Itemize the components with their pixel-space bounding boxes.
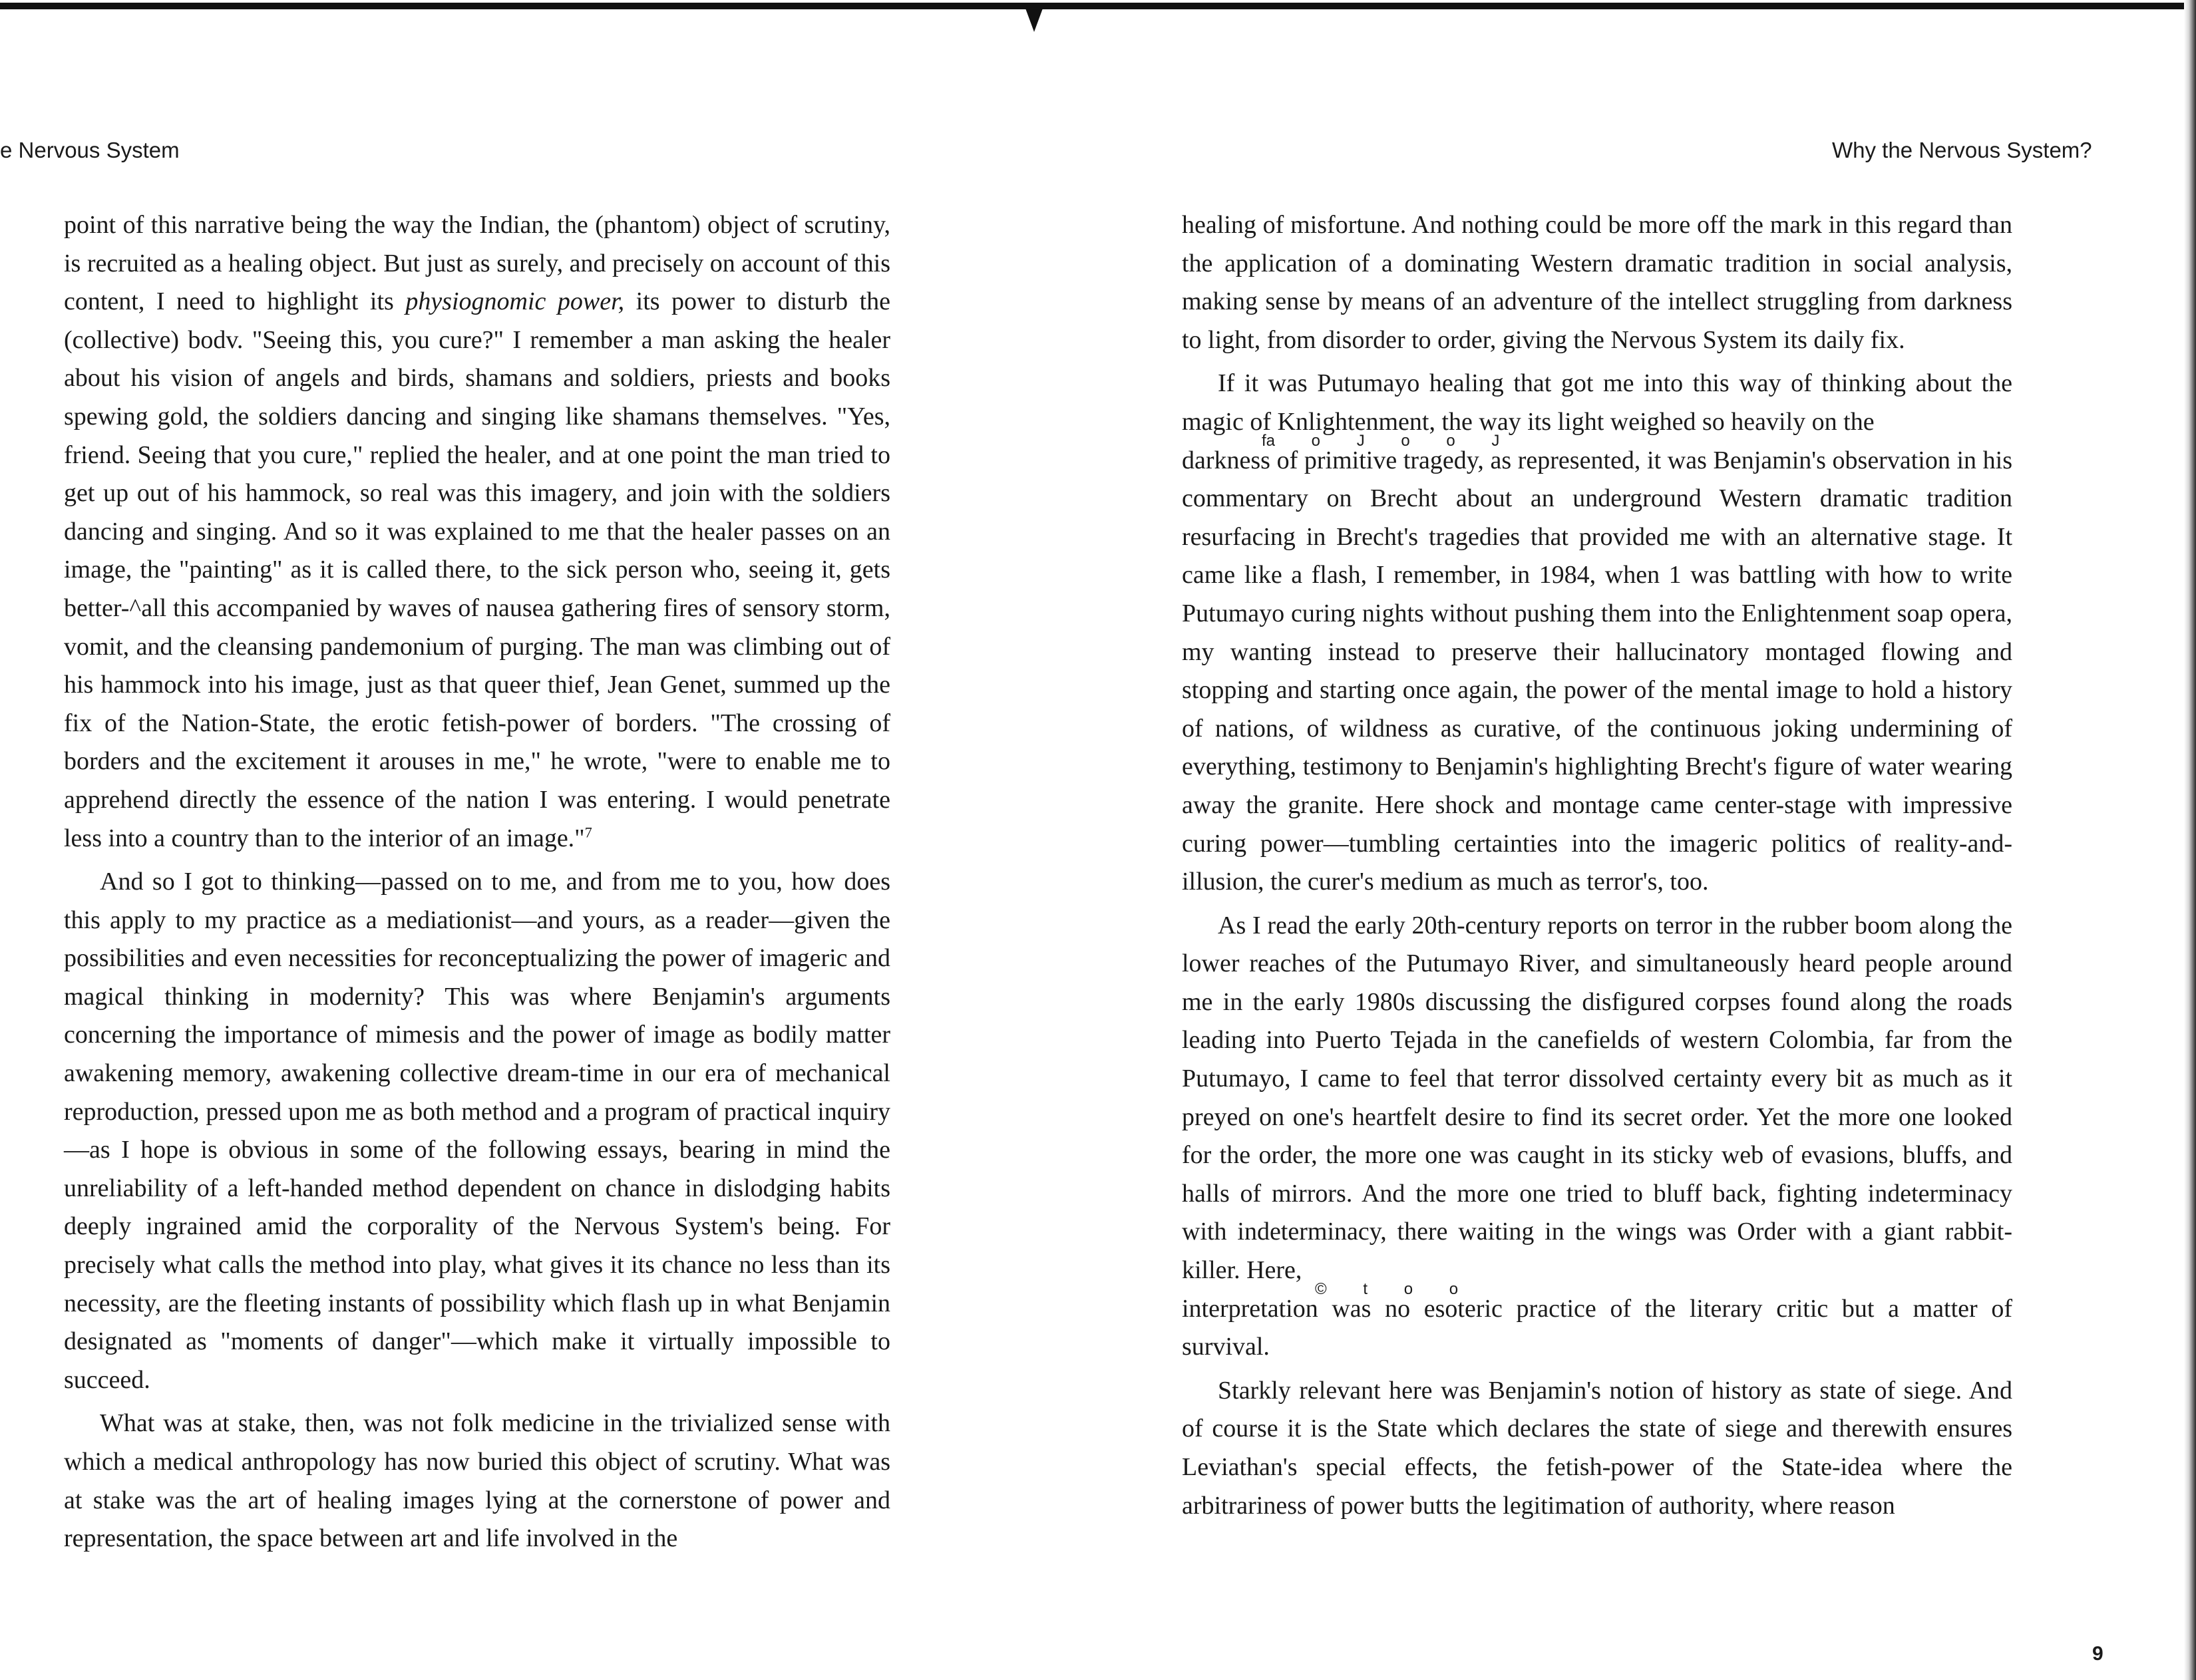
footnote-ref: 7 xyxy=(584,823,592,840)
paragraph xyxy=(1182,907,2012,1367)
text-run: its power to disturb the (collective) bodv. "Seeing this, you cure?" I remember a man asking the healer about his vision of angels and birds, shamans and soldiers, priests and books spewing gold, the soldiers dancing and singing like shamans themselves. "Yes, friend. Seeing that you cure," replied the healer, and at one point the man tried to get up out of his hammock, so real was this imagery, and join with the soldiers dancing and singing. And so it was explained to me that the healer passes on an image, the "painting" as it is called there, to the sick person who, seeing it, gets better-^all this accompanied by waves of nausea gathering fires of sensory storm, vomit, and the cleansing pandemonium of purging. The man was climbing out of his hammock into his image, just as that queer thief, Jean Genet, summed up the fix of the Nation-State, the erotic fetish-power of borders. "The crossing of borders and the excitement it arouses in me," he wrote, "were to enable me to apprehend directly the essence of the nation I was entering. I would penetrate less into a country than to the interior of an image." xyxy=(64,287,891,852)
stray-scan-marks: fa o J o o J xyxy=(1262,431,1500,450)
text-run: As I read the early 20th-century reports on terror in the rubber boom along the lower reaches of the Putumayo River, and simultaneously heard people around me in the early 1980s discussing the disfigured corpses found along the roads leading into Puerto Tejada in the canefields of western Colombia, far from the Putumayo, I came to feel that terror dissolved certainty every bit as much as it preyed on one's heartfelt desire to find its secret order. Yet the more one looked for the order, the more one was caught in its sticky web of evasions, bluffs, and halls of mirrors. And the more one tried to bluff back, fighting indeterminacy with indeterminacy, there waiting in the wings was Order with a giant rabbit-killer. Here, xyxy=(1182,911,2012,1285)
stray-scan-marks: © t o o xyxy=(1315,1279,1459,1298)
left-page-text xyxy=(64,206,890,1564)
page-number: 9 xyxy=(2092,1643,2104,1665)
text-run: darkness of primitive tragedy, as represented, it was Benjamin's observation in his commentary on Brecht about an underground Western dramatic tradition resurfacing in Brecht's tragedies that provided me with an alternative stage. It came like a flash, I remember, in 1984, when 1 was battling with how to write Putumayo curing nights without pushing them into the Enlightenment soap opera, my wanting instead to preserve their hallucinatory montaged flowing and stopping and starting once again, the power of the mental image to hold a history of nations, of wildness as curative, of the continuous joking undermining of everything, testimony to Benjamin's highlighting Brecht's figure of water wearing away the granite. Here shock and montage came center-stage with impressive curing power—tumbling certainties into the imageric politics of reality-and-illusion, the curer's medium as much as terror's, too. xyxy=(1182,446,2012,896)
left-running-head: e Nervous System xyxy=(0,138,180,162)
paragraph: What was at stake, then, was not folk medicine in the trivialized sense with which a medical anthropology has now buried this object of scrutiny. What was at stake was the art of healing images lying at the cornerstone of power and representation, the space between art and life involved in the xyxy=(64,1409,890,1553)
paragraph xyxy=(1182,365,2012,901)
text-run: interpretation was no esoteric practice of the literary critic but a matter of survival. xyxy=(1182,1294,2012,1361)
right-scan-edge xyxy=(2184,0,2196,1680)
text-run: If it was Putumayo healing that got me into this way of thinking about the magic of Knlightenment, the way its light weighed so heavily on the xyxy=(1182,369,2012,436)
paragraph xyxy=(64,206,890,858)
text-run: point of this narrative being the way the Indian, the (phantom) object of scrutiny, is recruited as a healing object. But just as surely, and precisely on account of this content, I need to highlight its xyxy=(64,211,890,316)
right-running-head: Why the Nervous System? xyxy=(1832,138,2092,162)
paragraph: And so I got to thinking—passed on to me, and from me to you, how does this apply to my practice as a mediationist—and yours, as a reader—given the possibilities and even necessities for reconceptualizing the power of imageric and magical thinking in modernity? This was where Benjamin's arguments concerning the importance of mimesis and the power of image as bodily matter awakening memory, awakening collective dream-time in our era of mechanical reproduction, pressed upon me as both method and a program of practical inquiry—as I hope is obvious in some of the following essays, bearing in mind the unreliability of a left-handed method dependent on chance in dislodging habits deeply ingrained amid the corporality of the Nervous System's being. For precisely what calls the method into play, what gives it its chance no less than its necessity, are the fleeting instants of possibility which flash up in what Benjamin designated as "moments of danger"—which make it virtually impossible to succeed. xyxy=(64,868,890,1394)
binding-notch xyxy=(1025,7,1043,32)
right-page-text xyxy=(1182,206,2012,1530)
top-scan-edge xyxy=(0,3,2196,9)
paragraph: healing of misfortune. And nothing could be more off the mark in this regard than the application of a dominating Western dramatic tradition in social analysis, making sense by means of an adventure of the intellect struggling from darkness to light, from disorder to order, giving the Nervous System its daily fix. xyxy=(1182,211,2012,354)
paragraph: Starkly relevant here was Benjamin's notion of history as state of siege. And of course it is the State which declares the state of siege and therewith ensures Leviathan's special effects, the fetish-power of the State-idea where the arbitrariness of power butts the legitimation of authority, where reason xyxy=(1182,1376,2012,1520)
emphasis: physiognomic power, xyxy=(405,287,625,316)
